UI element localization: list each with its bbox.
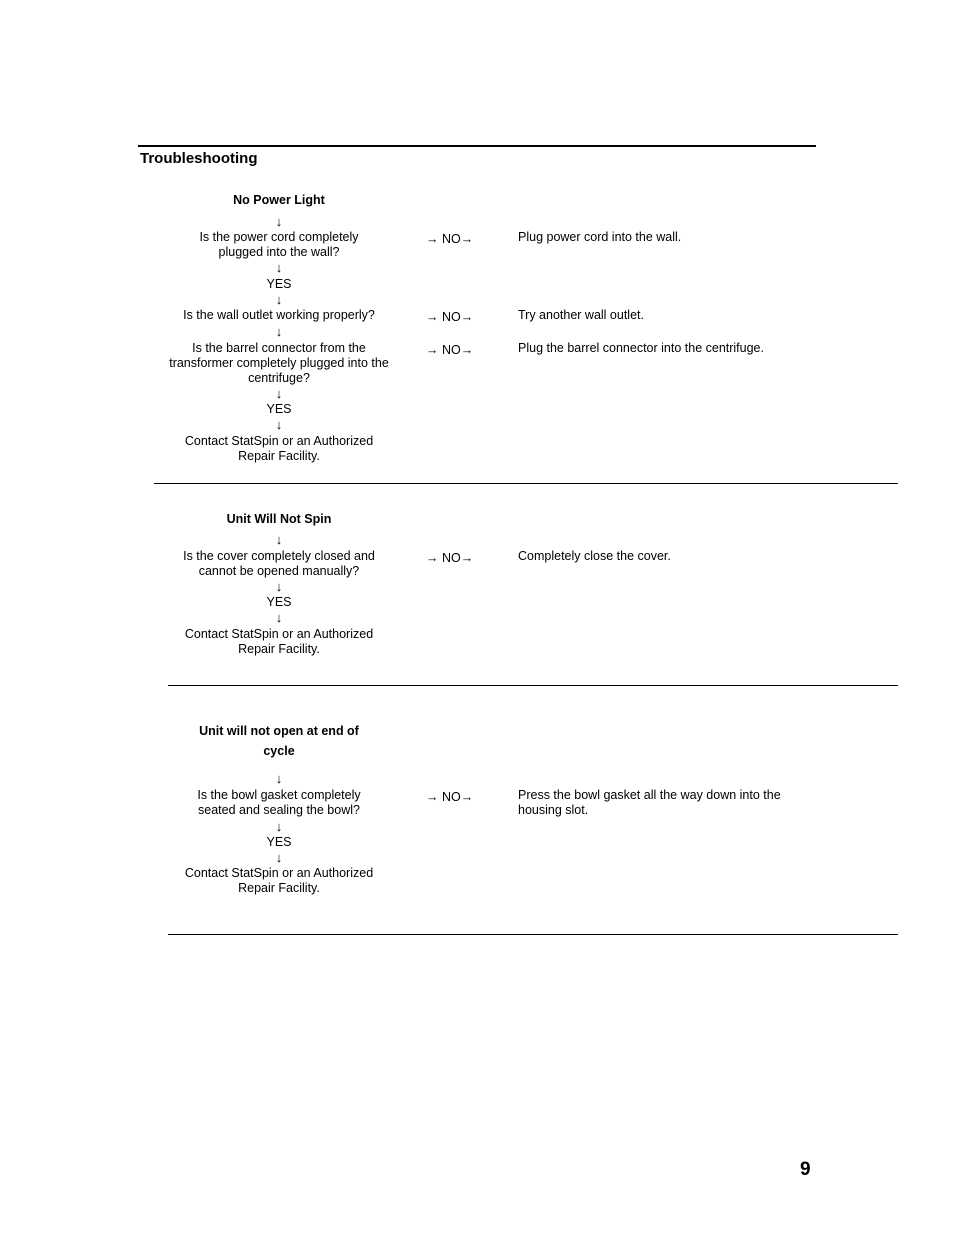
section-1-question-1: Is the power cord completely plugged into the wall? (199, 230, 359, 259)
down-arrow-icon: ↓ (275, 819, 283, 834)
page-number: 9 (800, 1159, 811, 1180)
section-1-solution-1: Plug power cord into the wall. (518, 230, 682, 244)
section-1-yes-3: YES (266, 402, 292, 416)
section-1-title: No Power Light (233, 193, 325, 207)
no-arrow-label: → NO→ (426, 310, 474, 324)
section-2-yes-1: YES (266, 595, 292, 609)
section-3-title: Unit will not open at end of cycle (199, 724, 359, 758)
down-arrow-icon: ↓ (275, 292, 283, 307)
down-arrow-icon: ↓ (275, 579, 283, 594)
section-1-solution-2: Try another wall outlet. (518, 308, 644, 322)
section-divider (168, 934, 898, 935)
section-2-solution-1: Completely close the cover. (518, 549, 671, 563)
page-title: Troubleshooting (140, 150, 258, 167)
section-2-final: Contact StatSpin or an Authorized Repair Facility. (184, 627, 374, 656)
section-3-yes-1: YES (266, 835, 292, 849)
section-1-question-2: Is the wall outlet working properly? (183, 308, 375, 322)
no-arrow-label: → NO→ (426, 551, 474, 565)
down-arrow-icon: ↓ (275, 610, 283, 625)
section-2-question-1: Is the cover completely closed and cannot be opened manually? (183, 549, 375, 578)
section-3-question-1: Is the bowl gasket completely seated and sealing the bowl? (197, 788, 361, 817)
section-2-title: Unit Will Not Spin (226, 512, 332, 526)
down-arrow-icon: ↓ (275, 771, 283, 786)
section-3-solution-1: Press the bowl gasket all the way down into the housing slot. (518, 788, 781, 817)
down-arrow-icon: ↓ (275, 260, 283, 275)
section-3-final: Contact StatSpin or an Authorized Repair Facility. (184, 866, 374, 895)
section-1-final: Contact StatSpin or an Authorized Repair Facility. (184, 434, 374, 463)
section-divider (168, 685, 898, 686)
down-arrow-icon: ↓ (275, 214, 283, 229)
section-divider (154, 483, 898, 484)
down-arrow-icon: ↓ (275, 850, 283, 865)
section-1-question-3: Is the barrel connector from the transformer completely plugged into the centrifuge? (169, 341, 389, 385)
down-arrow-icon: ↓ (275, 324, 283, 339)
section-1-yes-1: YES (266, 277, 292, 291)
no-arrow-label: → NO→ (426, 343, 474, 357)
down-arrow-icon: ↓ (275, 386, 283, 401)
no-arrow-label: → NO→ (426, 232, 474, 246)
section-1-solution-3: Plug the barrel connector into the centrifuge. (518, 341, 764, 355)
no-arrow-label: → NO→ (426, 790, 474, 804)
top-rule (138, 145, 816, 147)
down-arrow-icon: ↓ (275, 417, 283, 432)
down-arrow-icon: ↓ (275, 532, 283, 547)
